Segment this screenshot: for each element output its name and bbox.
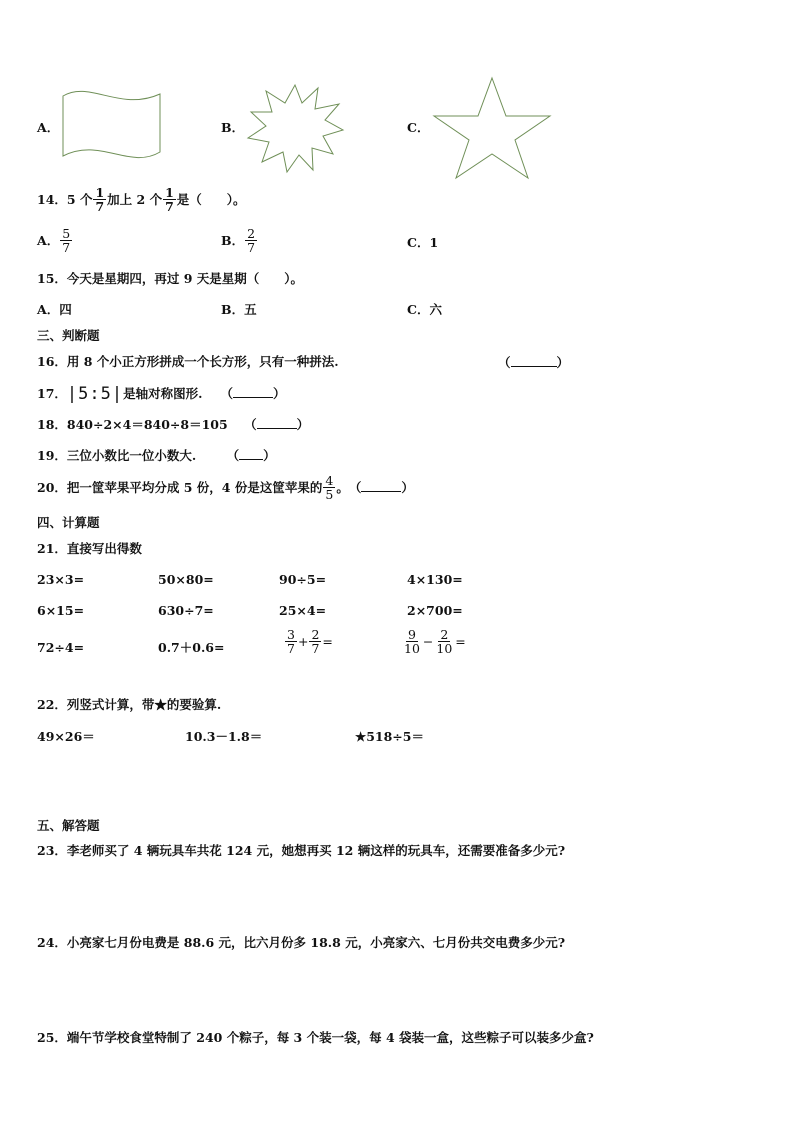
q22-stem <box>37 697 221 713</box>
fraction <box>434 628 454 655</box>
q21-stem <box>37 541 142 557</box>
flag-shape <box>60 82 164 164</box>
q24-number: 24． <box>37 935 67 950</box>
section-5-title: 五、解答题 <box>37 818 100 833</box>
q15-option-c <box>407 302 442 318</box>
q13-option-a-label: A． <box>37 120 60 135</box>
answer-line <box>511 354 557 367</box>
fraction-denominator: 10 <box>436 641 453 656</box>
paren-close: ） <box>296 417 310 432</box>
q14-option-a-fraction <box>60 227 72 254</box>
q24-stem <box>37 935 565 951</box>
fraction-denominator: 5 <box>325 487 334 502</box>
fraction-denominator: 7 <box>165 199 174 214</box>
q14-number: 14． <box>37 191 67 207</box>
calc-item: 630÷7= <box>158 603 214 618</box>
vertical-calc-item: 10.3－1.8＝ <box>185 729 263 744</box>
q16-text: 用 8 个小正方形拼成一个长方形，只有一种拼法. <box>66 354 339 369</box>
fraction-numerator: 1 <box>95 185 105 200</box>
q15-option-b-value: 五 <box>244 302 257 317</box>
q20-number: 20． <box>37 479 67 495</box>
q22-number: 22． <box>37 697 67 712</box>
q23-text: 李老师买了 4 辆玩具车共花 124 元，她想再买 12 辆这样的玩具车，还需要准备多少元? <box>66 843 566 858</box>
q16-number: 16． <box>37 354 67 369</box>
q19-answer-blank[interactable] <box>227 448 276 463</box>
q15-option-a-label: A． <box>37 302 60 317</box>
equals-sign: = <box>455 633 466 649</box>
vertical-calc-item: ★518÷5＝ <box>355 729 424 744</box>
q16-stem <box>37 354 339 370</box>
starburst-shape <box>245 82 345 174</box>
fraction-denominator: 7 <box>311 641 320 656</box>
calc-item: 23×3= <box>37 572 85 587</box>
q14-text-a: 5 个 <box>66 191 93 207</box>
fraction-expression-2 <box>401 628 466 655</box>
fraction-expression-1 <box>284 628 333 655</box>
vertical-calc-item: 49×26＝ <box>37 729 95 744</box>
fraction-numerator: 4 <box>325 473 334 488</box>
q20-text: 把一筐苹果平均分成 5 份，4 份是这筐苹果的 <box>66 479 323 495</box>
q14-text-b: 加上 2 个 <box>107 191 163 207</box>
fraction-numerator: 5 <box>62 226 71 241</box>
section-4-title: 四、计算题 <box>37 515 100 530</box>
q13-option-b-label: B． <box>221 120 245 135</box>
fraction <box>309 628 321 655</box>
calc-item: 25×4= <box>279 603 327 618</box>
q16-answer-blank[interactable] <box>498 354 569 371</box>
q20-fraction <box>323 474 335 501</box>
q14-text-c: 是（ ）。 <box>176 191 246 207</box>
paren-close: ） <box>401 480 414 495</box>
fraction-denominator: 7 <box>95 199 105 214</box>
q17-answer-blank[interactable] <box>220 385 285 402</box>
q15-text: 今天是星期四，再过 9 天是星期（ ）。 <box>66 271 304 286</box>
q15-option-a <box>37 302 72 318</box>
q25-stem <box>37 1030 594 1046</box>
calc-item: 50×80= <box>158 572 214 587</box>
q22-title: 列竖式计算，带★的要验算. <box>66 697 222 712</box>
q15-option-c-label: C． <box>407 302 430 317</box>
q14-option-c <box>407 235 438 251</box>
paren-close: ） <box>556 355 570 370</box>
fraction <box>402 628 422 655</box>
calc-item: 4×130= <box>407 572 463 587</box>
calc-item: 6×15= <box>37 603 85 618</box>
q14-option-a <box>37 227 73 254</box>
fraction <box>285 628 297 655</box>
fraction-numerator: 9 <box>407 627 416 642</box>
fraction-denominator: 7 <box>62 240 71 255</box>
fraction-numerator: 2 <box>311 627 320 642</box>
q17-text: 是轴对称图形. <box>123 385 203 401</box>
operator: + <box>297 633 309 649</box>
calc-item: 0.7＋0.6= <box>158 640 225 655</box>
fraction-denominator: 7 <box>287 641 295 656</box>
q14-option-c-label: C． <box>407 235 430 250</box>
paren-open: （ <box>244 417 257 432</box>
q14-option-c-value: 1 <box>429 235 439 250</box>
fraction-denominator: 10 <box>404 641 420 656</box>
fraction-numerator: 3 <box>287 627 295 642</box>
star-shape <box>430 76 554 180</box>
q19-number: 19． <box>37 448 67 463</box>
equals-sign: = <box>322 633 333 649</box>
q14-fraction-1 <box>93 186 106 213</box>
fraction-numerator: 1 <box>165 185 174 200</box>
q21-title: 直接写出得数 <box>66 541 142 556</box>
q14-option-b-label: B． <box>221 232 245 248</box>
calc-item: 2×700= <box>407 603 463 618</box>
q20-answer-blank[interactable] <box>349 479 414 496</box>
paren-open: （ <box>226 448 240 463</box>
paren-close: ） <box>263 448 276 463</box>
section-3-title: 三、判断题 <box>37 328 100 343</box>
answer-line <box>361 479 401 492</box>
q15-option-c-value: 六 <box>429 302 442 317</box>
q15-option-a-value: 四 <box>59 302 72 317</box>
q20-stem <box>37 474 414 501</box>
fraction-denominator: 7 <box>247 240 256 255</box>
q13-option-c-label: C． <box>407 120 430 135</box>
paren-open: （ <box>348 480 362 495</box>
answer-line <box>257 416 297 429</box>
paren-open: （ <box>498 355 511 370</box>
q14-option-b-fraction <box>245 227 257 254</box>
q23-number: 23． <box>37 843 67 858</box>
q23-stem <box>37 843 565 859</box>
q21-number: 21． <box>37 541 67 556</box>
q15-stem <box>37 271 303 287</box>
q17-digital-glyph: |5:5| <box>66 383 124 404</box>
q18-answer-blank[interactable] <box>244 417 309 432</box>
paren-close: ） <box>272 386 286 401</box>
paren-open: （ <box>220 386 233 401</box>
fraction-numerator: 2 <box>247 226 256 241</box>
q14-option-b <box>221 227 258 254</box>
q25-number: 25． <box>37 1030 67 1045</box>
q17-stem <box>37 385 285 402</box>
q19-stem <box>37 447 276 464</box>
q18-stem <box>37 416 309 433</box>
fraction-numerator: 2 <box>440 627 449 642</box>
q14-stem <box>37 186 246 213</box>
q14-option-a-label: A． <box>37 232 60 248</box>
calc-item: 90÷5= <box>279 572 327 587</box>
q15-option-b-label: B． <box>221 302 245 317</box>
operator: − <box>422 633 434 649</box>
q25-text: 端午节学校食堂特制了 240 个粽子，每 3 个装一袋，每 4 袋装一盒，这些粽子可以装多少盒? <box>66 1030 594 1045</box>
calc-item: 72÷4= <box>37 640 85 655</box>
q19-text: 三位小数比一位小数大. <box>66 448 197 463</box>
answer-line <box>239 447 263 460</box>
q18-number: 18． <box>37 417 67 432</box>
q15-number: 15． <box>37 271 67 286</box>
answer-line <box>233 385 273 398</box>
q17-number: 17． <box>37 385 67 401</box>
q15-option-b <box>221 302 257 318</box>
q24-text: 小亮家七月份电费是 88.6 元，比六月份多 18.8 元，小亮家六、七月份共交电费多少元? <box>66 935 566 950</box>
q14-fraction-2 <box>163 186 176 213</box>
q18-text: 840÷2×4＝840÷8＝105 <box>66 417 228 432</box>
q20-text-after: 。 <box>336 479 349 495</box>
